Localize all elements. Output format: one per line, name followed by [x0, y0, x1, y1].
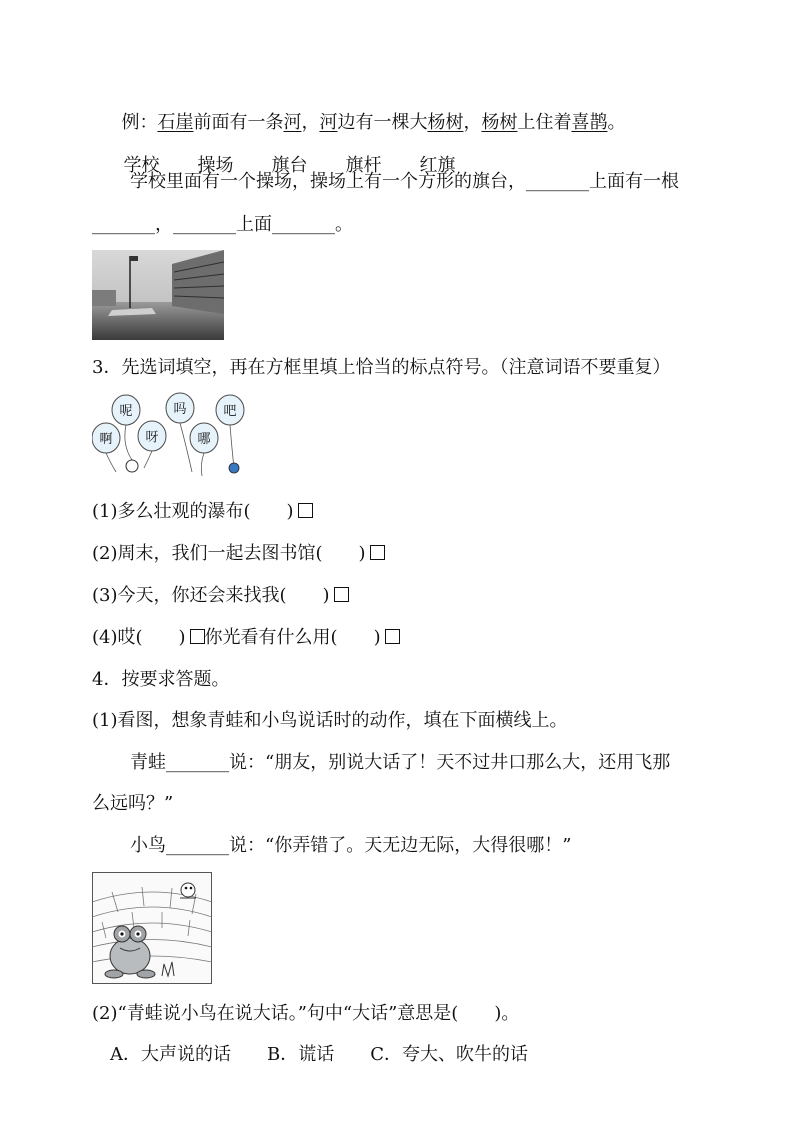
word-caochang: 操场 — [197, 155, 234, 176]
example-text: 上住着 — [517, 112, 572, 133]
balloon-char: 吧 — [223, 404, 237, 419]
balloon-char: 吗 — [173, 402, 187, 417]
punctuation-box[interactable] — [334, 587, 349, 602]
ball-icon — [229, 463, 239, 473]
bird-line: 小鸟_______说：“你弄错了。天无边无际，大得很哪！” — [130, 835, 572, 856]
frog-well-image — [92, 872, 212, 984]
q3-item-text: 你光看有什么用( ) — [204, 627, 381, 648]
example-text: 。 — [607, 112, 626, 133]
answer-options: A．大声说的话 B．谎话 C．夸大、吹牛的话 — [110, 1044, 528, 1065]
punctuation-box[interactable] — [385, 629, 400, 644]
school-photo — [92, 250, 224, 340]
word-qitai: 旗台 — [271, 155, 308, 176]
fill-line-1: 学校里面有一个操场，操场上有一个方形的旗台，_______上面有一根 — [130, 171, 679, 192]
q3-item-4 — [92, 625, 400, 651]
balloons-image — [92, 390, 252, 480]
fill-line-2: _______，_______上面_______。 — [92, 214, 353, 235]
example-word-yangshu2: 杨树 — [481, 112, 518, 133]
balloon-char: 啊 — [99, 432, 113, 447]
example-text: 前面有一条 — [193, 112, 284, 133]
punctuation-box[interactable] — [190, 629, 205, 644]
example-word-he: 河 — [283, 112, 302, 133]
balloon-char: 哪 — [197, 432, 211, 447]
example-prefix: 例： — [121, 112, 158, 133]
school-photo-graphic — [92, 250, 224, 340]
punctuation-box[interactable] — [370, 545, 385, 560]
word-qigan: 旗杆 — [345, 155, 382, 176]
q3-item-text: (1)多么壮观的瀑布( ) — [92, 501, 294, 522]
example-text: ， — [463, 112, 482, 133]
q3-item-2 — [92, 541, 385, 567]
q4-sub2: (2)“青蛙说小鸟在说大话。”句中“大话”意思是( )。 — [92, 1003, 520, 1024]
q3-item-text: (2)周末，我们一起去图书馆( ) — [92, 543, 366, 564]
q3-item-text: (4)哎( ) — [92, 627, 186, 648]
example-word-xique: 喜鹊 — [571, 112, 608, 133]
punctuation-box[interactable] — [298, 503, 313, 518]
q4-title: 4．按要求答题。 — [92, 669, 230, 690]
balloon-char: 呢 — [119, 404, 133, 419]
balloon-char: 呀 — [145, 430, 159, 445]
example-text: 边有一棵大 — [337, 112, 428, 133]
balloons-graphic — [92, 390, 252, 480]
q3-item-text: (3)今天，你还会来找我( ) — [92, 585, 330, 606]
frog-line-1: 青蛙_______说：“朋友，别说大话了！天不过井口那么大，还用飞那 — [130, 752, 671, 773]
example-text: ， — [301, 112, 320, 133]
creature-icon — [126, 460, 138, 472]
word-xuexiao: 学校 — [123, 155, 160, 176]
q3-item-1 — [92, 499, 313, 525]
example-word-yangshu: 杨树 — [427, 112, 464, 133]
example-word-he2: 河 — [319, 112, 338, 133]
example-word-shiya: 石崖 — [157, 112, 194, 133]
q3-title: 3．先选词填空，再在方框里填上恰当的标点符号。（注意词语不要重复） — [92, 357, 671, 378]
frog-line-2: 么远吗？” — [92, 793, 174, 814]
word-hongqi: 红旗 — [419, 155, 456, 176]
q3-item-3 — [92, 583, 349, 609]
q4-sub1: (1)看图，想象青蛙和小鸟说话时的动作，填在下面横线上。 — [92, 710, 568, 731]
frog-well-graphic — [92, 872, 212, 984]
